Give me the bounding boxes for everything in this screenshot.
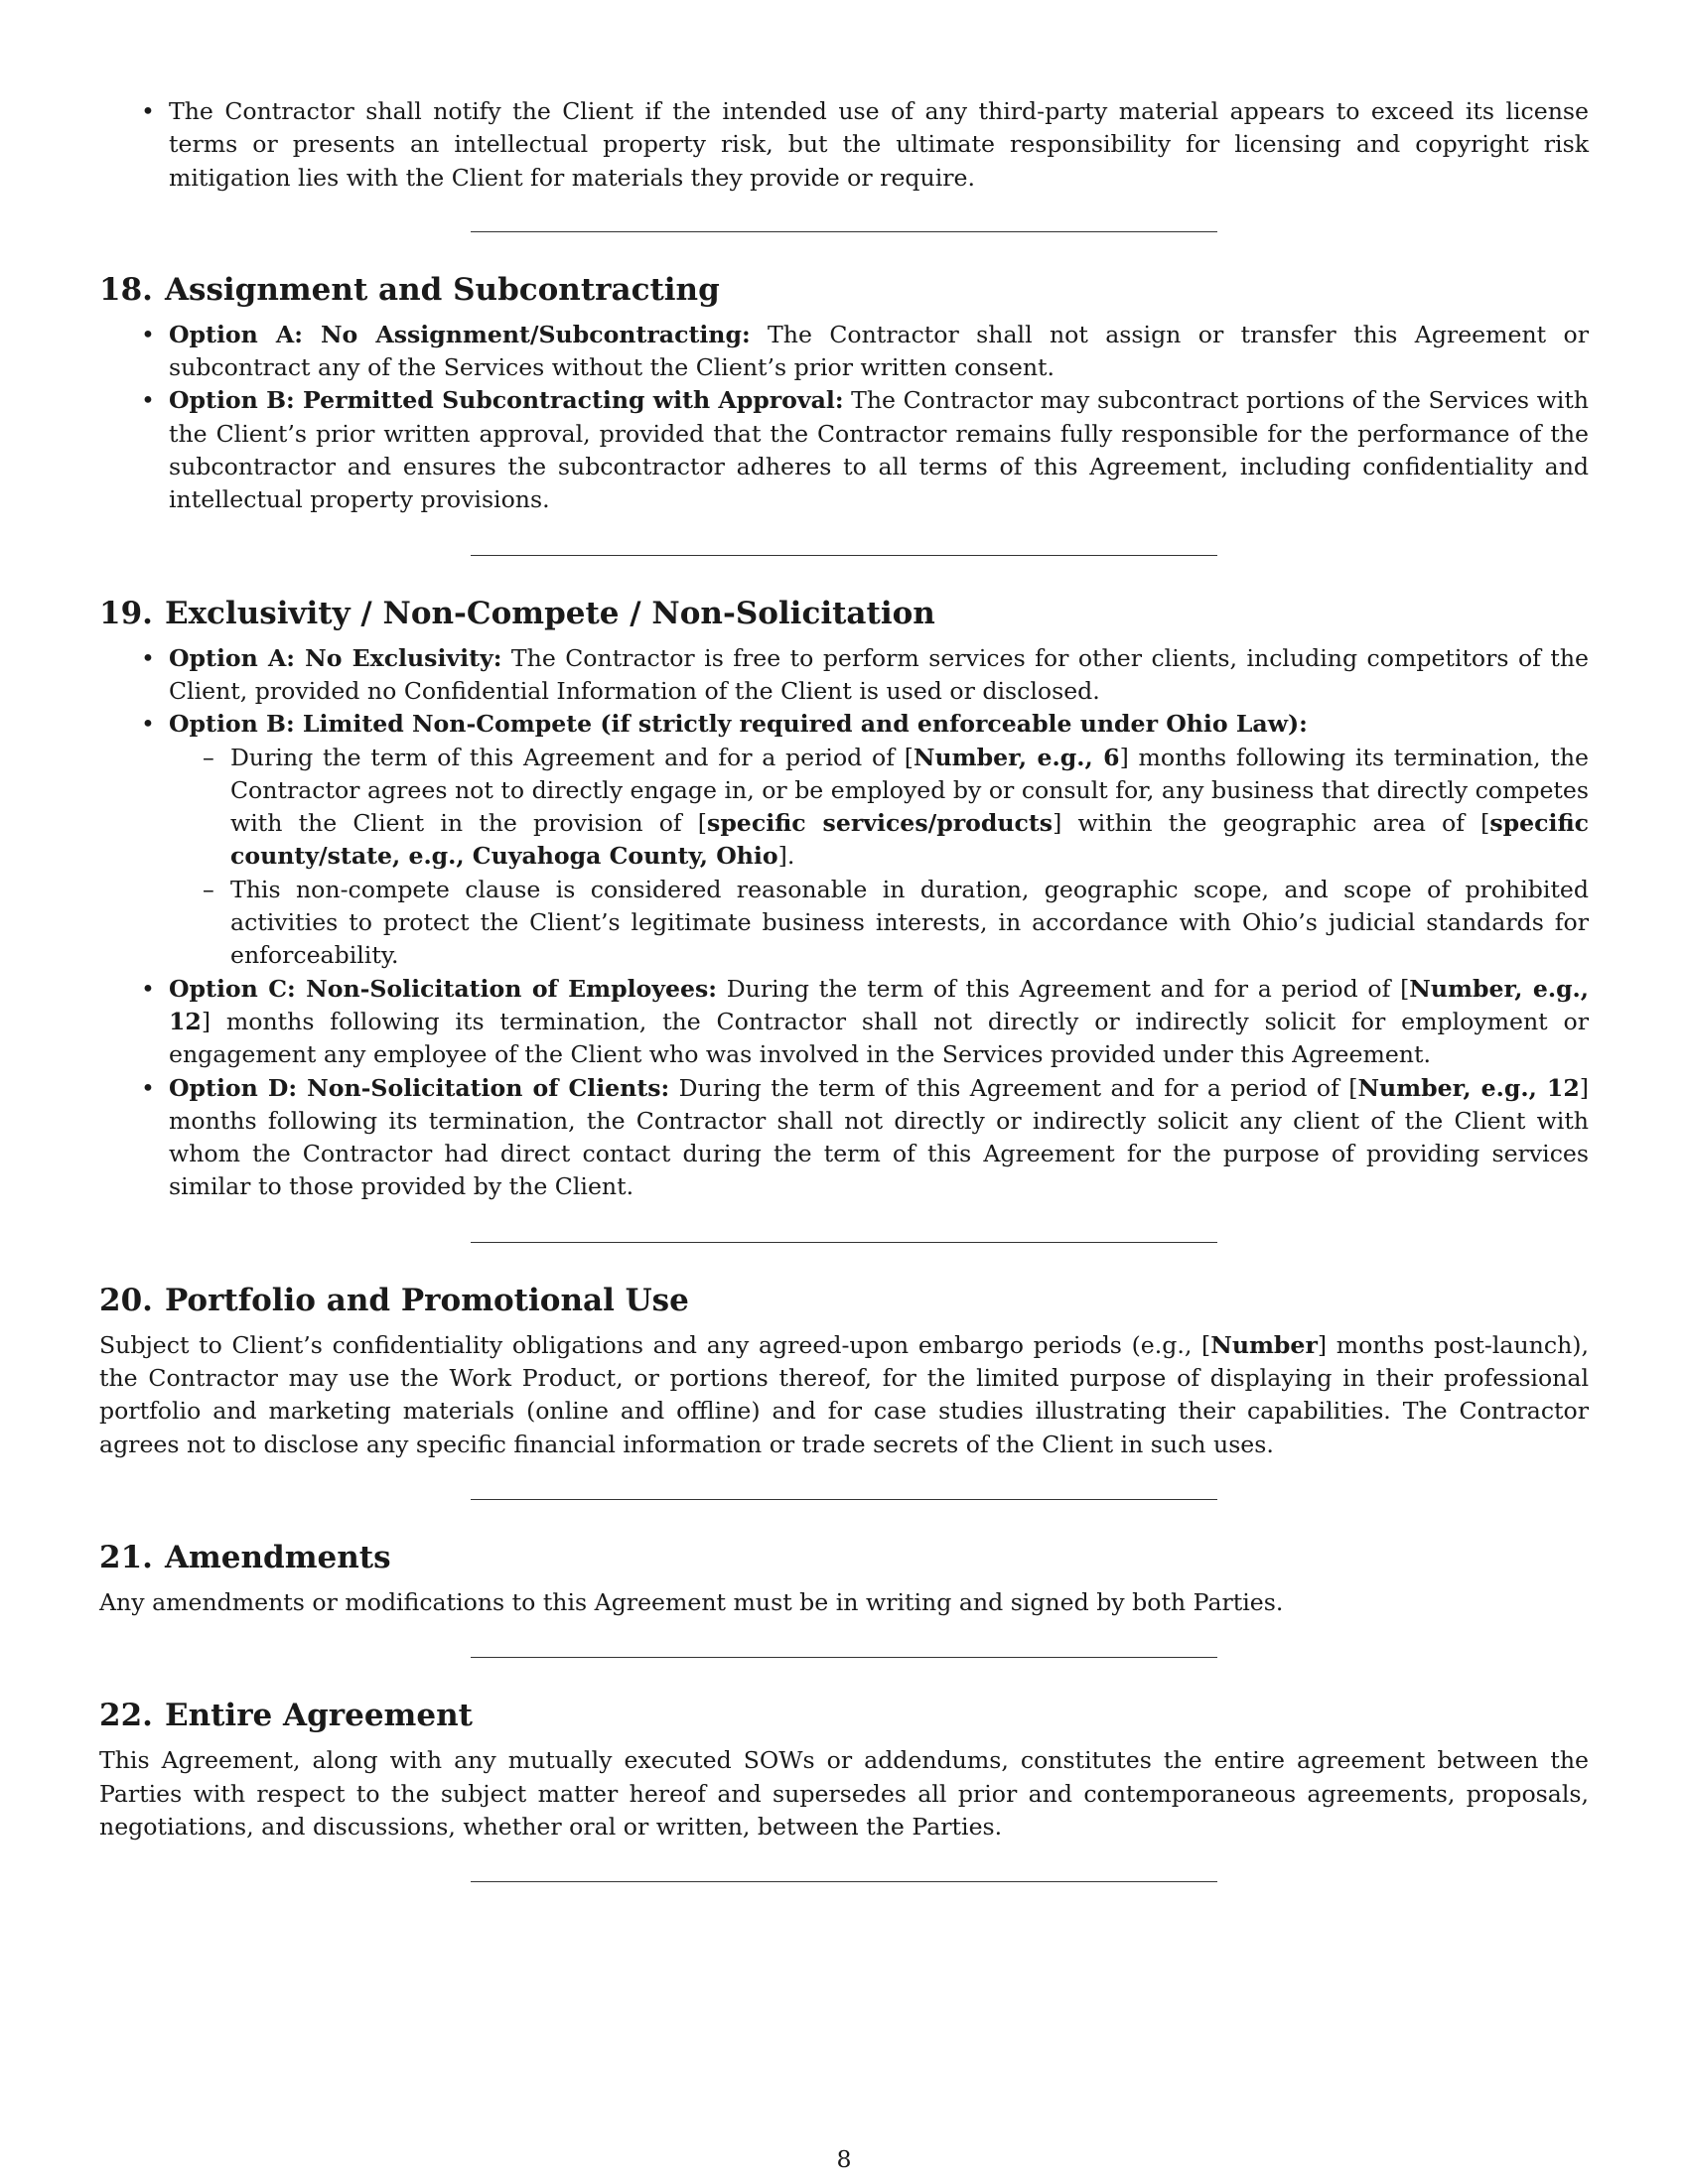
- section-divider: [471, 1242, 1217, 1243]
- list-item: [169, 708, 1589, 972]
- list-item: • Option D: Non-Solicitation of Clients: During the term of this Agreement and for a period of [Number, e.g., 12] months following its termination, the Contractor shall not directly or indirectly solicit any client of the Client with whom the Contractor had direct contact during the term of this Agreement for the purpose of providing services similar to those provided by the Client.: [169, 1072, 1589, 1204]
- section-heading-20: 20. Portfolio and Promotional Use: [99, 1282, 689, 1318]
- top-bullet-list: [99, 95, 1589, 195]
- page-number: 8: [836, 2145, 852, 2173]
- list-item: • The Contractor shall notify the Client if the intended use of any third-party material appears to exceed its license terms or presents an intellectual property risk, but the ultimate responsibility for licensing and copyright risk mitigation lies with the Client for materials they provide or require.: [169, 95, 1589, 195]
- section-18-options: [99, 319, 1589, 517]
- list-item: • Option A: No Exclusivity: The Contractor is free to perform services for other clients, including competitors of the Client, provided no Confidential Information of the Client is used or disclosed.: [169, 642, 1589, 709]
- option-label: Option B: Permitted Subcontracting with Approval:: [169, 386, 844, 415]
- option-label: Option B: Limited Non-Compete (if strictly required and enforceable under Ohio Law):: [169, 710, 1308, 739]
- section-divider: [471, 1657, 1217, 1658]
- section-heading-21: 21. Amendments: [99, 1539, 391, 1575]
- list-item: • Option C: Non-Solicitation of Employees: During the term of this Agreement and for a period of [Number, e.g., 12] months following its termination, the Contractor shall not directly or indirectly solicit for employment or engagement any employee of the Client who was involved in the Services provided under this Agreement.: [169, 973, 1589, 1072]
- section-19-options: [99, 642, 1589, 1204]
- option-label: Option A: No Exclusivity:: [169, 643, 502, 672]
- section-heading-22: 22. Entire Agreement: [99, 1698, 473, 1734]
- document-page: [99, 95, 1589, 1882]
- section-divider: [471, 555, 1217, 556]
- section-heading-19: 19. Exclusivity / Non-Compete / Non-Solicitation: [99, 595, 935, 631]
- section-divider: [471, 1881, 1217, 1882]
- sub-list-item: – This non-compete clause is considered reasonable in duration, geographic scope, and scope of prohibited activities to protect the Client’s legitimate business interests, in accordance with Ohio’s judicial standards for enforceability.: [230, 874, 1589, 973]
- option-label: Option C: Non-Solicitation of Employees:: [169, 974, 718, 1003]
- option-label: Option A: No Assignment/Subcontracting:: [169, 320, 751, 348]
- section-21-body: Any amendments or modifications to this Agreement must be in writing and signed by both Parties.: [99, 1587, 1284, 1616]
- option-label: Option D: Non-Solicitation of Clients:: [169, 1073, 670, 1102]
- section-divider: [471, 1499, 1217, 1500]
- section-heading-18: 18. Assignment and Subcontracting: [99, 271, 720, 308]
- section-22-body: This Agreement, along with any mutually executed SOWs or addendums, constitutes the entire agreement between the Parties with respect to the subject matter hereof and supersedes all prior and contemporaneous agreements, proposals, negotiations, and discussions, whether oral or written, between the Parties.: [99, 1746, 1589, 1841]
- section-divider: [471, 231, 1217, 232]
- section-20-body: Subject to Client’s confidentiality obligations and any agreed-upon embargo periods (e.g., [Number] months post-launch), the Contractor may use the Work Product, or portions thereof, for the limited purpose of displaying in their professional portfolio and marketing materials (online and offline) and for case studies illustrating their capabilities. The Contractor agrees not to disclose any specific financial information or trade secrets of the Client in such uses.: [99, 1330, 1589, 1458]
- list-item: • Option A: No Assignment/Subcontracting: The Contractor shall not assign or transfer this Agreement or subcontract any of the Services without the Client’s prior written consent.: [169, 319, 1589, 385]
- sub-list: [169, 742, 1589, 973]
- list-item: • Option B: Permitted Subcontracting with Approval: The Contractor may subcontract portions of the Services with the Client’s prior written approval, provided that the Contractor remains fully responsible for the performance of the subcontractor and ensures the subcontractor adheres to all terms of this Agreement, including confidentiality and intellectual property provisions.: [169, 384, 1589, 516]
- sub-list-item: – During the term of this Agreement and for a period of [Number, e.g., 6] months following its termination, the Contractor agrees not to directly engage in, or be employed by or consult for, any business that directly competes with the Client in the provision of [specific services/products] within the geographic area of [specific county/state, e.g., Cuyahoga County, Ohio].: [230, 742, 1589, 874]
